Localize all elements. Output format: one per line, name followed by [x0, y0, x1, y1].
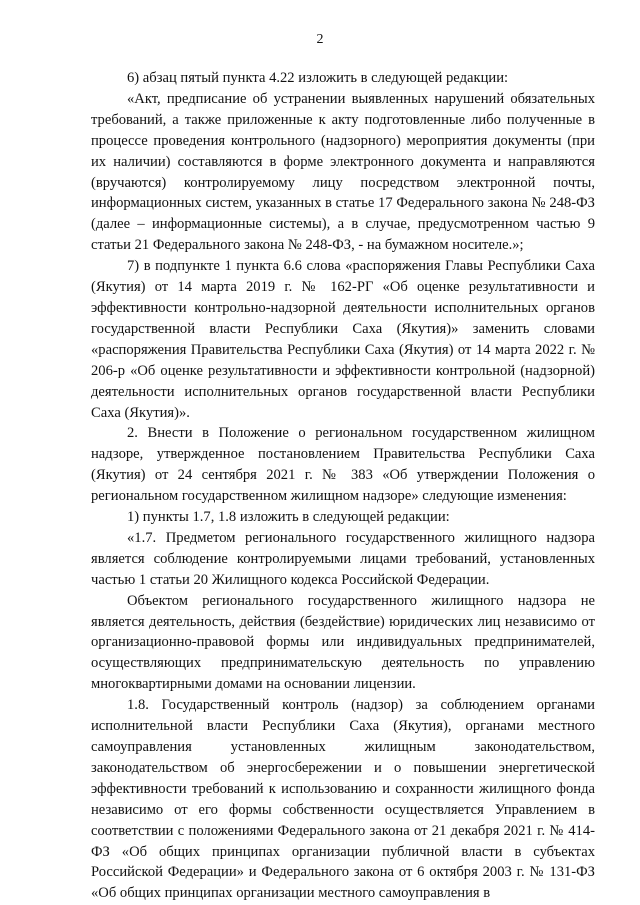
document-body [91, 68, 595, 904]
paragraph-item-6-heading: 6) абзац пятый пункта 4.22 изложить в следующей редакции: [127, 70, 509, 86]
paragraph-clause-1-8: 1.8. Государственный контроль (надзор) за соблюдением органами исполнительной власти Республики Саха (Якутия), органами местного самоуправления установленных жилищным законодательством, законодательством об энергосбережении и о повышении энергетической эффективности требований к использованию и сохранности жилищного фонда независимо от его формы собственности осуществляется Управлением в соответствии с положениями Федерального закона от 21 декабря 2021 г. № 414-ФЗ «Об общих принципах организации публичной власти в субъектах Российской Федерации» и Федерального закона от 6 октября 2003 г. № 131-ФЗ «Об общих принципах организации местного самоуправления в [91, 697, 595, 902]
page-number: 2 [316, 32, 324, 47]
paragraph-act-prescription: «Акт, предписание об устранении выявленных нарушений обязательных требований, а также приложенные к акту подготовленные либо полученные в процессе проведения контрольного (надзорного) мероприятия документы (при их наличии) составляются в форме электронного документа и направляются (вручаются) контролируемому лицу посредством электронной почты, информационных систем, указанных в статье 17 Федерального закона № 248-ФЗ (далее – информационные системы), а в случае, предусмотренном частью 9 статьи 21 Федерального закона № 248-ФЗ, - на бумажном носителе.»; [91, 90, 595, 254]
paragraph-clause-1-7: «1.7. Предметом регионального государственного жилищного надзора является соблюдение контролируемыми лицами требований, установленных частью 1 статьи 20 Жилищного кодекса Российской Федерации. [91, 529, 595, 588]
paragraph-section-2: 2. Внести в Положение о региональном государственном жилищном надзоре, утвержденное постановлением Правительства Республики Саха (Якутия) от 24 сентября 2021 г. № 383 «Об утверждении Положения о региональном государственном жилищном надзоре» следующие изменения: [91, 425, 595, 505]
paragraph-object-of-supervision: Объектом регионального государственного жилищного надзора не является деятельность, действия (бездействие) юридических лиц независимо от организационно-правовой формы или индивидуальных предпринимателей, осуществляющих предпринимательскую деятельность по управлению многоквартирными домами на основании лицензии. [91, 592, 595, 693]
paragraph-subitem-1: 1) пункты 1.7, 1.8 изложить в следующей редакции: [127, 509, 450, 526]
paragraph-item-7: 7) в подпункте 1 пункта 6.6 слова «распоряжения Главы Республики Саха (Якутия) от 14 марта 2019 г. № 162-РГ «Об оценке результативности и эффективности контрольно-надзорной деятельности исполнительных органов государственной власти Республики Саха (Якутия)» заменить словами «распоряжения Правительства Республики Саха (Якутия) от 14 марта 2022 г. № 206-р «Об оценке результативности и эффективности контрольной (надзорной) деятельности исполнительных органов государственной власти Республики Саха (Якутия)». [91, 258, 595, 421]
